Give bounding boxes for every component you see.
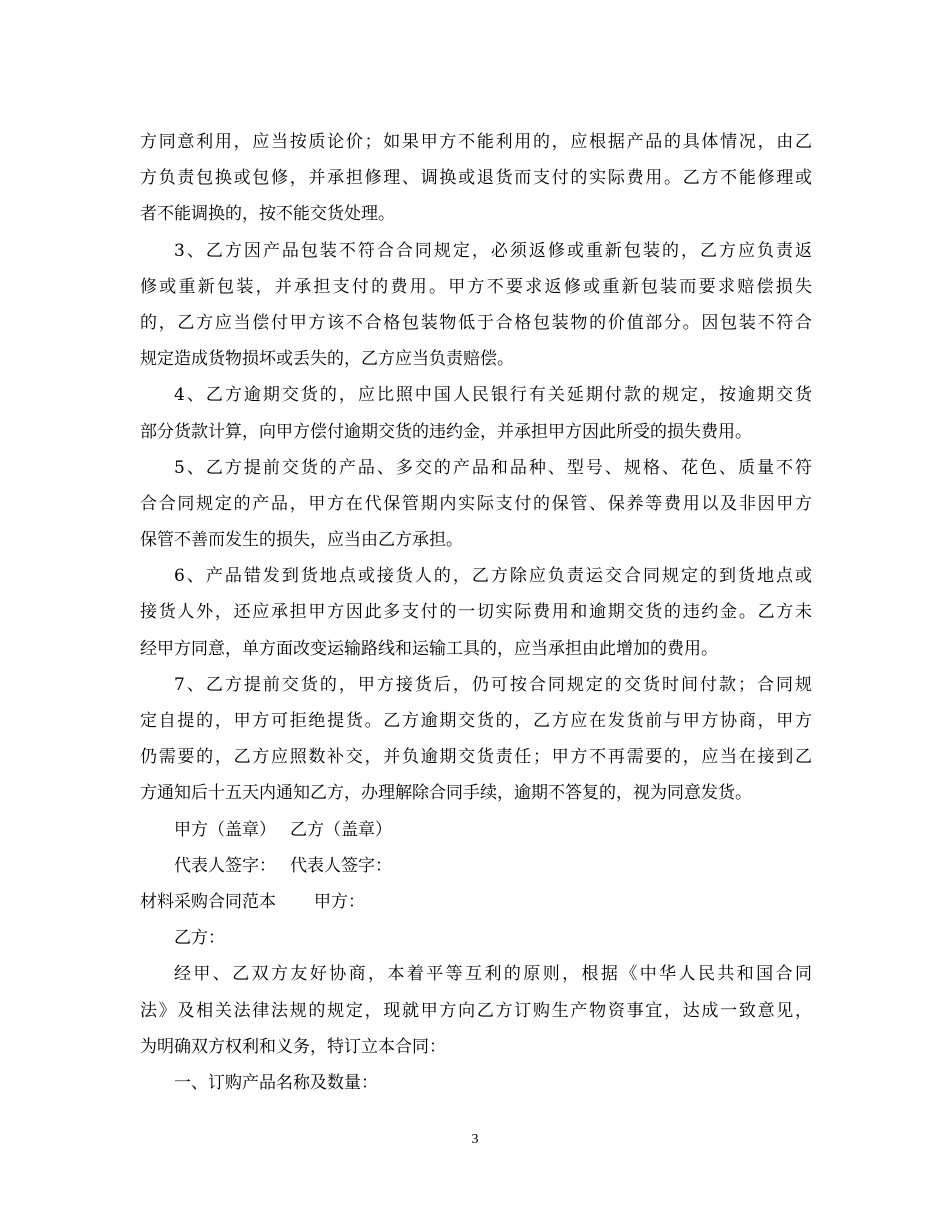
text-line: 为明确双方权利和义务，特订立本合同： xyxy=(140,1036,446,1057)
text-line: 方同意利用，应当按质论价；如果甲方不能利用的，应根据产品的具体情况，由乙 xyxy=(140,132,812,152)
section-heading xyxy=(140,1065,812,1101)
document-body xyxy=(140,124,812,1101)
text-line: 5、乙方提前交货的产品、多交的产品和品种、型号、规格、花色、质量不符 xyxy=(174,457,812,478)
paragraph-continuation xyxy=(140,124,812,233)
text-line: 者不能调换的，按不能交货处理。 xyxy=(140,204,395,225)
text-line: 7、乙方提前交货的，甲方接货后，仍可按合同规定的交货时间付款；合同规 xyxy=(174,674,812,695)
party-b-representative: 代表人签字： xyxy=(290,855,392,876)
text-line: 修或重新包装，并承担支付的费用。甲方不要求返修或重新包装而要求赔偿损失 xyxy=(140,276,812,297)
text-line: 定自提的，甲方可拒绝提货。乙方逾期交货的，乙方应在发货前与甲方协商，甲方 xyxy=(140,711,812,731)
text-line: 保管不善而发生的损失，应当由乙方承担。 xyxy=(140,530,463,551)
contract-title: 材料采购合同范本 xyxy=(140,891,276,912)
contract-intro xyxy=(140,956,812,1065)
section-heading-text: 一、订购产品名称及数量： xyxy=(174,1072,378,1093)
representative-line xyxy=(140,848,812,884)
party-b-line xyxy=(140,920,812,956)
clause-6 xyxy=(140,558,812,667)
text-line: 的，乙方应当偿付甲方该不合格包装物低于合格包装物的价值部分。因包装不符合 xyxy=(140,312,812,333)
page-number: 3 xyxy=(471,1132,479,1147)
text-line: 6、产品错发到货地点或接货人的，乙方除应负责运交合同规定的到货地点或 xyxy=(174,566,812,587)
text-line: 规定造成货物损坏或丢失的，乙方应当负责赔偿。 xyxy=(140,349,514,370)
text-line: 方负责包换或包修，并承担修理、调换或退货而支付的实际费用。乙方不能修理或 xyxy=(140,168,812,189)
text-line: 4、乙方逾期交货的，应比照中国人民银行有关延期付款的规定，按逾期交货 xyxy=(174,385,812,406)
clause-7 xyxy=(140,667,812,812)
text-line: 经甲、乙双方友好协商，本着平等互利的原则，根据《中华人民共和国合同 xyxy=(174,964,812,985)
party-a-representative: 代表人签字： xyxy=(174,855,276,876)
text-line: 法》及相关法律法规的规定，现就甲方向乙方订购生产物资事宜，达成一致意见， xyxy=(140,1000,812,1021)
party-b-label: 乙方： xyxy=(174,928,225,949)
text-line: 3、乙方因产品包装不符合合同规定，必须返修或重新包装的，乙方应负责返 xyxy=(174,240,812,261)
clause-4 xyxy=(140,377,812,449)
text-line: 接货人外，还应承担甲方因此多支付的一切实际费用和逾期交货的违约金。乙方未 xyxy=(140,602,812,623)
clause-5 xyxy=(140,450,812,559)
party-b-seal: 乙方（盖章） xyxy=(290,819,392,840)
clause-3 xyxy=(140,233,812,378)
text-line: 合合同规定的产品，甲方在代保管期内实际支付的保管、保养等费用以及非因甲方 xyxy=(140,493,812,514)
contract-title-line xyxy=(140,884,812,920)
party-a-label: 甲方： xyxy=(314,891,365,912)
text-line: 方通知后十五天内通知乙方，办理解除合同手续，逾期不答复的，视为同意发货。 xyxy=(140,783,752,804)
text-line: 部分货款计算，向甲方偿付逾期交货的违约金，并承担甲方因此所受的损失费用。 xyxy=(140,421,752,442)
seal-line xyxy=(140,812,812,848)
party-a-seal: 甲方（盖章） xyxy=(174,819,276,840)
text-line: 仍需要的，乙方应照数补交，并负逾期交货责任；甲方不再需要的，应当在接到乙 xyxy=(140,747,812,768)
text-line: 经甲方同意，单方面改变运输路线和运输工具的，应当承担由此增加的费用。 xyxy=(140,638,718,659)
